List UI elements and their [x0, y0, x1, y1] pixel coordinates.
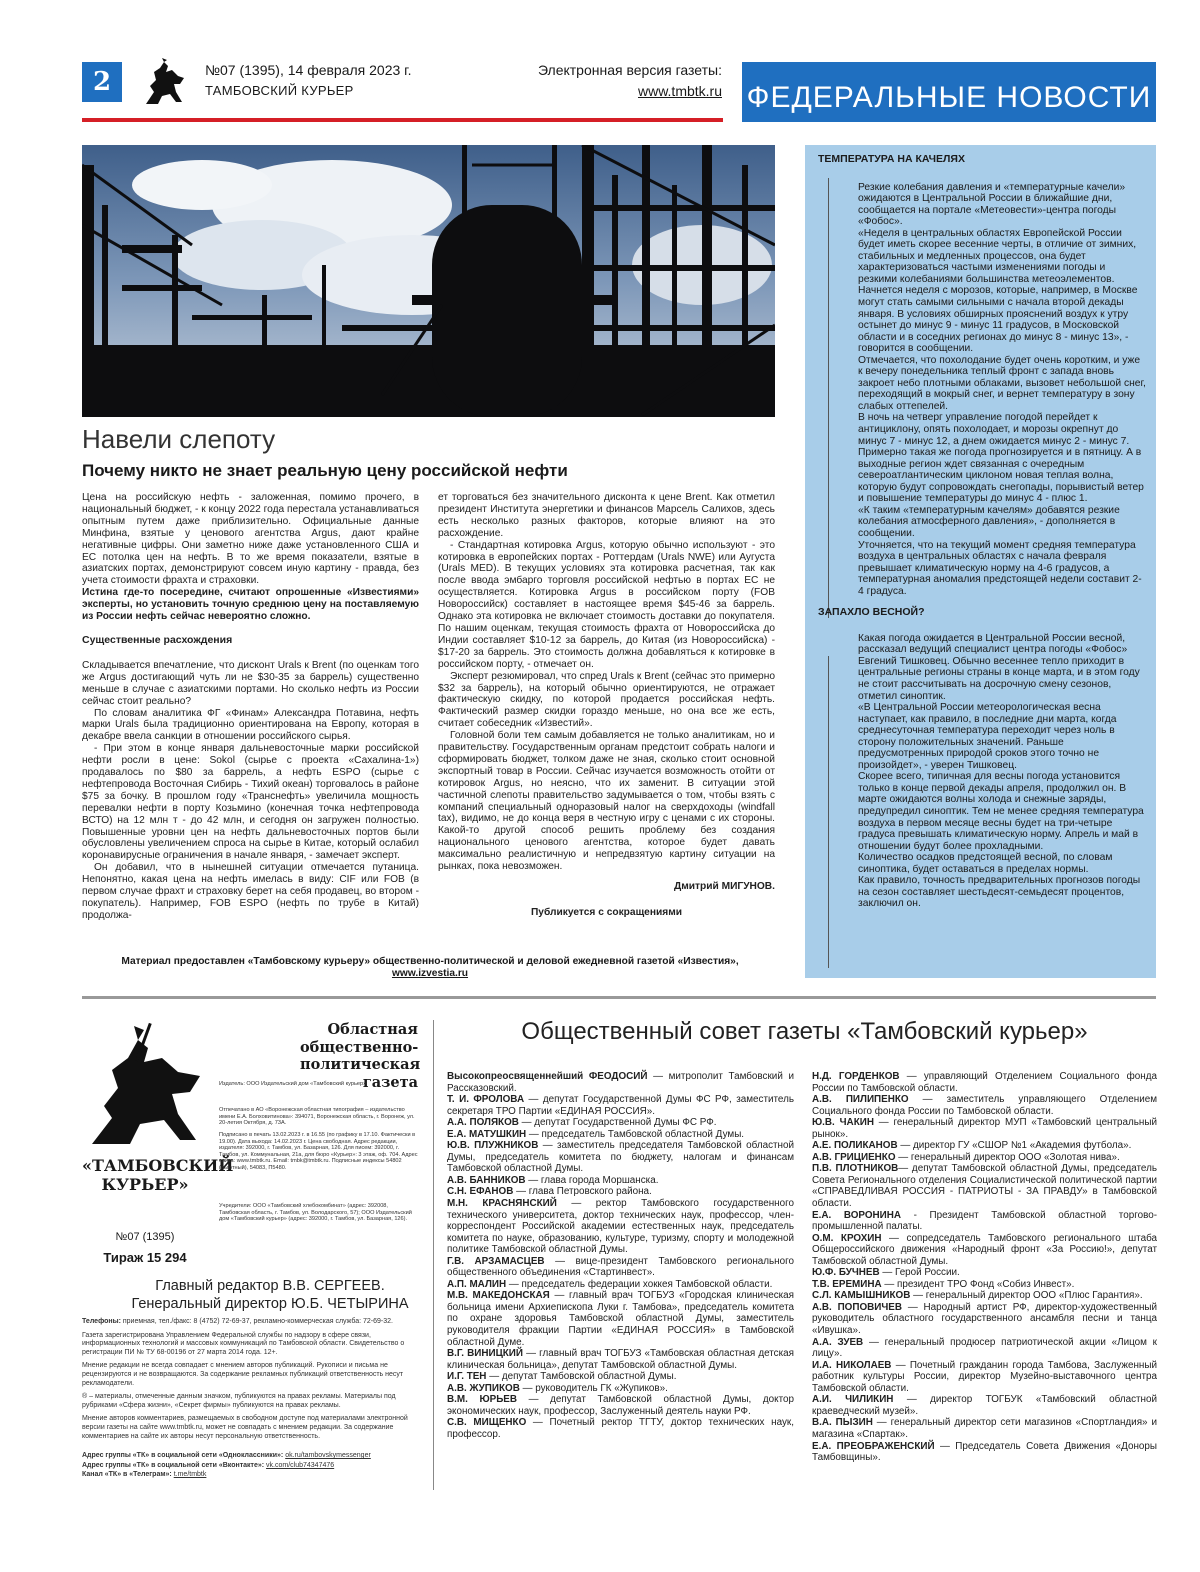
- paragraph: Складывается впечатление, что дисконт Urals к Brent (по оценкам того же Argus достигающий чуть ли не $30-35 за баррель) существенно меньше в случае с азиатскими портами. Но сколько нефть из России сейчас стоит реально?: [82, 659, 419, 707]
- knight-emblem-icon: [82, 1022, 212, 1152]
- circulation: Тираж 15 294: [103, 1250, 187, 1265]
- council-member: [447, 1371, 794, 1383]
- council-member: [447, 1175, 794, 1187]
- founders-info: Учредители: ООО «Тамбовский хлебокомбинат» (адрес: 392008, Тамбовская область, г. Тамбов, ул. Володарского, 57); ООО Издательский дом «Тамбовский курьер» (адрес: 392000, г. Тамбов, ул. Базарная, 126).: [219, 1203, 412, 1223]
- council-member-role: — руководитель ГК «Жупиков».: [519, 1382, 668, 1394]
- paragraph: По словам аналитика ФГ «Финам» Александра Потавина, нефть марки Urals была традиционно ориентирована на Европу, которая в декабре ввела санкции в отношении российского сырья.: [82, 707, 419, 743]
- council-member: [812, 1233, 1157, 1268]
- council-member-name: Г.В. АРЗАМАСЦЕВ: [447, 1255, 545, 1267]
- opinion-note: Мнение редакции не всегда совпадает с мнением авторов публикаций. Рукописи и письма не рецензируются и не возвращаются. За содержание рекламных публикаций ответственность несут рекламодатели.: [82, 1362, 404, 1387]
- general-director: Генеральный директор Ю.Б. ЧЕТЫРИНА: [131, 1296, 409, 1312]
- council-column-2: [812, 1071, 1157, 1464]
- council-member-role: — генеральный директор МУП «Тамбовский центральный рынок».: [812, 1117, 1157, 1140]
- paragraph: Он добавил, что в нынешней ситуации отмечается путаница. Непонятно, какая цена на нефть имелась в виду: CIF или FOB (в первом случае фрахт и страховку берет на себя продавец, во втором - покупатель). Например, FOB ESPO (нефть по трубе в Китай) продолжа-: [82, 862, 419, 921]
- council-member-role: — глава Петровского района.: [513, 1186, 652, 1198]
- tg-label: Канал «ТК» в «Телеграм»:: [82, 1471, 172, 1479]
- council-member-name: И.Г. ТЕН: [447, 1371, 487, 1383]
- paragraph: Уточняется, что на текущий момент средняя температура воздуха в центральных областях с начала февраля превышает климатическую норму на 4-6 градусов, а температурная аномалия предстоящей недели составит 2-4 градуса.: [858, 539, 1142, 597]
- council-member: [812, 1071, 1157, 1094]
- article-column-1: [82, 492, 419, 922]
- council-member: [447, 1129, 794, 1141]
- legal-notes: [82, 1318, 422, 1485]
- section-divider: [82, 996, 1156, 999]
- council-member: [447, 1348, 794, 1371]
- council-member-name: Т.В. ЕРЕМИНА: [812, 1278, 882, 1290]
- vk-label: Адрес группы «ТК» в социальной сети «Вконтакте»:: [82, 1461, 265, 1469]
- paragraph: Количество осадков предстоящей весной, по словам синоптика, будет оставаться в пределах нормы.: [858, 852, 1113, 875]
- paragraph: ет торговаться без значительного дисконта к цене Brent. Как отметил президент Института энергетики и финансов Марсель Салихов, здесь есть несколько разных факторов, которые влияют на это расхождение.: [438, 492, 775, 539]
- council-member: [812, 1117, 1157, 1140]
- vk-link[interactable]: vk.com/club74347476: [266, 1461, 335, 1469]
- council-member-role: — генеральный директор сети магазинов «Спортландия» и магазина «Спартак».: [812, 1417, 1157, 1440]
- eversion-label: Электронная версия газеты:: [537, 62, 722, 78]
- council-member-role: — заместитель управляющего Отделением Социального фонда России по Тамбовской области.: [812, 1094, 1157, 1117]
- council-member-role: — генеральный продюсер патриотической акции «Лицом к лицу».: [812, 1336, 1157, 1360]
- phones: [82, 1318, 422, 1327]
- knight-logo-icon: [140, 58, 188, 108]
- council-member-name: А.В. ЖУПИКОВ: [447, 1382, 520, 1394]
- paragraph: Эксперт резюмировал, что спред Urals к Brent (сейчас это примерно $32 за баррель), на который обычно ориентируются, не отражает фактическую скидку, по которой продается российская нефть. Фактический размер скидки гораздо меньше, но она все же есть, считает собеседник «Известий».: [438, 670, 775, 730]
- council-member-name: С.Л. КАМЫШНИКОВ: [812, 1290, 911, 1302]
- paragraph: Как правило, точность предварительных прогнозов погоды на сезон составляет шестьдесят-семьдесят процентов, заключил он.: [858, 875, 1141, 910]
- council-member-role: — митрополит Тамбовский и Рассказовский.: [447, 1071, 795, 1094]
- council-member-name: А.А. ЗУЕВ: [812, 1336, 864, 1348]
- issue-info: №07 (1395), 14 февраля 2023 г.: [205, 62, 412, 78]
- council-member-role: — Почетный гражданин города Тамбова, Заслуженный работник культуры России, директор Музейно-выставочного центра Тамбовской области.: [812, 1359, 1157, 1394]
- council-member-role: — депутат Тамбовской областной Думы, председатель Совета Регионального отделения Социалистической политической партии «СПРАВЕДЛИВАЯ РОССИЯ - ПАТРИОТЫ - ЗА ПРАВДУ» в Тамбовской области.: [812, 1163, 1157, 1210]
- paragraph: Отмечается, что похолодание будет очень коротким, и уже к вечеру понедельника теплый фронт с запада вновь закроет небо плотными облаками, вызовет небольшой снег, переходящий в мокрый снег, и вернет температуру в зону слабых оттепелей.: [858, 354, 1146, 412]
- sidebar-heading-1: ТЕМПЕРАТУРА НА КАЧЕЛЯХ: [818, 153, 965, 165]
- sidebar-heading-2: ЗАПАХЛО ВЕСНОЙ?: [818, 606, 925, 619]
- council-member: [812, 1210, 1157, 1233]
- council-member: [447, 1186, 794, 1198]
- council-member-name: А.И. ЧИЛИКИН: [812, 1394, 894, 1406]
- article-subtitle: Почему никто не знает реальную цену российской нефти: [82, 461, 568, 480]
- council-member-name: Ю.В. ЧАКИН: [812, 1117, 874, 1129]
- council-member-name: А.В. ПИЛИПЕНКО: [812, 1094, 909, 1106]
- council-member: [812, 1140, 1157, 1152]
- header-divider: [82, 118, 723, 122]
- sidebar-content: [818, 150, 1146, 910]
- ok-link[interactable]: ok.ru/tambovskymessenger: [285, 1452, 371, 1460]
- council-member-role: — Герой России.: [879, 1267, 960, 1279]
- council-member-role: — депутат Тамбовской областной Думы, доктор экономических наук, профессор, Заслуженный деятель науки РФ.: [447, 1394, 794, 1417]
- council-member: [812, 1417, 1157, 1440]
- council-member: [447, 1383, 794, 1395]
- council-member-name: А.П. МАЛИН: [447, 1278, 507, 1290]
- council-member-role: — Почетный ректор ТГТУ, доктор технических наук, профессор.: [447, 1417, 794, 1440]
- council-member: [812, 1290, 1157, 1302]
- eversion-link[interactable]: www.tmbtk.ru: [637, 83, 722, 99]
- tg-link[interactable]: t.me/tmbtk: [173, 1471, 207, 1479]
- paragraph: Резкие колебания давления и «температурные качели» ожидаются в Центральной России в ближайшие дни, сообщается на портале «Метеовести»-центра погоды «Фобос».: [858, 181, 1126, 228]
- council-member-role: — вице-президент Тамбовского регионального общественного объединения «Стартинвест».: [447, 1255, 794, 1279]
- council-member-role: — управляющий Отделением Социального фонда России по Тамбовской области.: [812, 1071, 1158, 1094]
- section-banner: ФЕДЕРАЛЬНЫЕ НОВОСТИ: [742, 62, 1156, 122]
- paragraph: Цена на российскую нефть - заложенная, помимо прочего, в национальный бюджет, - к концу 2022 года перестала устанавливаться опытным путем даже приблизительно. Официальные данные Минфина, взятые у ценового агентства Argus, дают крайне негативные цифры. Они заметно ниже даже установленного США и ЕС потолка цен на нефть. В то же время показатели, взятые в азиатских портах, демонстрируют совсем иную картину - правда, без учета стоимости фрахта и страховки.: [82, 492, 420, 587]
- chief-editor: Главный редактор В.В. СЕРГЕЕВ.: [155, 1278, 385, 1294]
- source-credit: [120, 956, 740, 980]
- council-member-name: П.В. ПЛОТНИКОВ: [812, 1163, 899, 1175]
- paragraph: - Стандартная котировка Argus, которую обычно используют - это котировка в европейских портах - Роттердам (Urals NWE) или Аугуста (Urals MED). В текущих условиях эта котировка расчетная, так как после ввода эмбарго торговля российской нефтью в портах ЕС не осуществляется. Котировка Argus в российском порту (FOB Новороссийск) составляет в настоящее время $45-46 за баррель. Однако эта котировка не включает стоимость доставки до покупателя. По нашим оценкам, текущая стоимость фрахта от Новороссийска до Индии составляет $10-12 за баррель, до Китая (из Новороссийска) - $17-20 за баррель. Это стоимость должна добавляться к котировке в российском порту, - отмечает он.: [438, 539, 775, 670]
- council-member-name: А.А. ПОЛЯКОВ: [447, 1117, 519, 1129]
- paragraph: Головной боли тем самым добавляется не только аналитикам, но и правительству. Государственным органам предстоит собрать налоги и сформировать бюджет, толком даже не зная, сколько стоит основной экспортный товар в России. Сейчас изучается возможность отойти от котировок Argus, но неясно, что их заменит. В ситуации этой частичной слепоты правительство задумывается о том, чтобы взять с компаний специальный одноразовый налог на сверхдоходы (windfall tax), видимо, не до конца веря в честную игру с ценами с их стороны. Какой-то другой способ решить проблему без создания национального ценового агентства, которое будет давать максимально реалистичную и непредвзятую картину ситуации на рынках, пока невозможен.: [438, 730, 775, 873]
- council-member: [447, 1256, 794, 1279]
- council-member: [812, 1152, 1157, 1164]
- article-title: Навели слепоту: [82, 424, 276, 454]
- council-member-role: — Председатель Совета Движения «Доноры Тамбовщины».: [812, 1440, 1157, 1464]
- credit-text: Материал предоставлен «Тамбовскому курьеру» общественно-политической и деловой ежедневной газетой «Известия»,: [121, 956, 739, 967]
- council-member: [812, 1094, 1157, 1117]
- council-title: Общественный совет газеты «Тамбовский курьер»: [521, 1018, 1088, 1045]
- council-member: [447, 1394, 794, 1417]
- council-member: [812, 1267, 1157, 1279]
- phones-text: приемная, тел./факс: 8 (4752) 72-69-37, рекламно-коммерческая служба: 72-69-32.: [122, 1318, 393, 1325]
- article-column-2: [438, 492, 775, 919]
- council-member: [812, 1279, 1157, 1291]
- newspaper-type: Областная общественно-политическая газета: [300, 1021, 421, 1091]
- council-member: [812, 1302, 1157, 1337]
- masthead-title: «ТАМБОВСКИЙ КУРЬЕР»: [82, 1156, 234, 1194]
- council-member-role: — председатель Тамбовской областной Думы.: [526, 1128, 745, 1140]
- council-member: [447, 1417, 794, 1440]
- council-member: [447, 1094, 794, 1117]
- council-member: [812, 1337, 1157, 1360]
- council-member: [447, 1290, 794, 1348]
- paragraph: - При этом в конце января дальневосточные марки российской нефти росли в цене: Sokol (сырье с проекта «Сахалина-1») продавалось по $80 за баррель, а нефть ESPO (сырье с нефтепровода Восточная Сибирь - Тихий океан) торговалось в районе $75 за бочку. В прошлом году «Транснефть» увеличила мощность перевалки нефти в порту Козьмино (конечная точка нефтепровода ВСТО) на 12 млн т - до 42 млн, и сегодня он загружен полностью. Повышенные уровни цен на нефть дальневосточных портов были обусловлены увеличением спроса на сырье в Китае, который ослабил коронавирусные ограничения в начале января, - замечает эксперт.: [82, 743, 419, 862]
- council-member-name: М.В. МАКЕДОНСКАЯ: [447, 1290, 550, 1302]
- phones-label: Телефоны:: [82, 1318, 121, 1325]
- council-member-name: Т. И. ФРОЛОВА: [447, 1094, 525, 1106]
- council-member-role: — заместитель председателя Тамбовской областной Думы, председатель комитета по бюджету, налогам и финансам Тамбовской областной Думы.: [447, 1140, 794, 1175]
- council-member: [447, 1140, 794, 1175]
- print-info: Подписано в печать 13.02.2023 г. в 16.55 (по графику в 17.10. Фактически в 19.00). Дата выхода: 14.02.2023 г. Цена свободная. Адрес редакции, издателя: 392000, г. Тамбов, ул. Базарная, 126. Для писем: 392000, г. Тамбов, ул. Коммунальная, 21а, для бюро «Курьер»: 3 этаж, оф. 704. Адрес сайта: www.tmbtk.ru. Email: tmbk@tmbtk.ru. Подписные индексы 54802 (льготный), 54083, П5480.: [219, 1132, 418, 1171]
- council-member: [812, 1163, 1157, 1209]
- council-member-name: А.В. ГРИЦИЕНКО: [812, 1151, 896, 1163]
- council-member: [447, 1279, 794, 1291]
- council-member-name: И.А. НИКОЛАЕВ: [812, 1359, 892, 1371]
- council-member-role: - Президент Тамбовской областной торгово-промышленной палаты.: [812, 1209, 1157, 1233]
- council-member: [447, 1071, 794, 1094]
- council-member: [812, 1441, 1157, 1464]
- paragraph: Какая погода ожидается в Центральной России весной, рассказал ведущий специалист центра погоды «Фобос» Евгений Тишковец. Обычно весеннее тепло приходит в центральные регионы страны в конце марта, и в этом году не стоит рассчитывать на досрочную смену сезонов, отметил синоптик.: [858, 632, 1140, 702]
- section-heading: Существенные расхождения: [82, 633, 233, 646]
- council-member-name: В.М. ЮРЬЕВ: [447, 1394, 518, 1406]
- ok-label: Адрес группы «ТК» в социальной сети «Одноклассники»:: [82, 1452, 284, 1460]
- council-member: [812, 1360, 1157, 1395]
- council-member-role: — глава города Моршанска.: [525, 1174, 659, 1186]
- credit-link[interactable]: www.izvestia.ru: [391, 968, 469, 979]
- council-member-name: С.Н. ЕФАНОВ: [447, 1186, 514, 1198]
- ads-note: ® – материалы, отмеченные данным значком, публикуются на правах рекламы. Материалы под рубриками «Сфера жизни», «Секрет фирмы» публикуются на правах рекламы.: [82, 1393, 396, 1409]
- publisher-info: Издатель: ООО Издательский дом «Тамбовский курьер»: [219, 1081, 367, 1087]
- paragraph: Истина где-то посередине, считают опрошенные «Известиями» эксперты, но установить точную среднюю цену на поставляемую из России нефть сейчас невероятно сложно.: [82, 587, 419, 623]
- council-member-role: — президент ТРО Фонд «Собиз Инвест».: [881, 1278, 1075, 1290]
- council-member-name: В.Г. ВИНИЦКИЙ: [447, 1348, 524, 1360]
- council-member-role: — генеральный директор ООО «Золотая нива».: [895, 1151, 1120, 1163]
- council-member-name: В.А. ПЫЗИН: [812, 1417, 873, 1429]
- council-member-role: — председатель федерации хоккея Тамбовской области.: [506, 1278, 773, 1290]
- council-member: [812, 1394, 1157, 1417]
- council-member-name: А.В. ПОПОВИЧЕВ: [812, 1301, 903, 1313]
- council-member-role: — главный врач ТОГБУЗ «Городская клиническая больница имени Архиепископа Луки г. Тамбова», председатель комитета по охране здоровья Тамбовской областной Думы, заместитель руководителя фракции Партии «ЕДИНАЯ РОССИЯ» в Тамбовской областной Думе.: [447, 1290, 795, 1348]
- newspaper-name: ТАМБОВСКИЙ КУРЬЕР: [205, 83, 354, 98]
- council-member: [447, 1117, 794, 1129]
- council-member-role: — генеральный директор ООО «Плюс Гарантия».: [910, 1290, 1143, 1302]
- council-member-role: — ректор Тамбовского государственного технического университета, доктор технических наук, профессор, член-корреспондент Российской академии естественных наук, председатель комитета по науке, образованию, культуре, туризму, спорту и молодежной политике Тамбовской областной Думы.: [447, 1198, 794, 1256]
- column-rule: [433, 1020, 434, 1490]
- article-author: Дмитрий МИГУНОВ.: [673, 881, 775, 892]
- vk-line: [82, 1462, 422, 1471]
- council-member-name: М.Н. КРАСНЯНСКИЙ: [447, 1198, 557, 1210]
- council-member-name: Е.А. ВОРОНИНА: [812, 1209, 902, 1221]
- editors: [100, 1277, 440, 1313]
- council-member-name: Высокопреосвященнейший ФЕОДОСИЙ: [447, 1071, 648, 1082]
- council-member-role: — депутат Государственной Думы ФС РФ, заместитель секретаря ТРО Партии «ЕДИНАЯ РОССИЯ».: [447, 1094, 794, 1117]
- paragraph: «Неделя в центральных областях Европейской России будет иметь скорее весенние черты, в отличие от зимних, стабильных и медленных процессов, она будет характеризоваться частыми изменениями погоды и резкими колебаниями большинства метеоэлементов. Начнется неделя с морозов, которые, например, в Москве могут стать самыми сильными с начала второй декады января. В условиях обширных прояснений воздух к утру остынет до минус 9 - минус 11 градусов, в Московской области и в соседних регионах до минус 8 - минус 13», - говорится в сообщении.: [858, 227, 1138, 355]
- council-member-role: — директор ТОГБУК «Тамбовский областной краеведческий музей».: [812, 1394, 1157, 1417]
- council-member-name: Н.Д. ГОРДЕНКОВ: [812, 1071, 900, 1082]
- council-member-name: А.В. БАННИКОВ: [447, 1174, 526, 1186]
- council-column-1: [447, 1071, 794, 1441]
- published-note: Публикуется с сокращениями: [530, 906, 682, 918]
- ok-line: [82, 1452, 422, 1461]
- council-member-name: Е.А. ПРЕОБРАЖЕНСКИЙ: [812, 1440, 935, 1452]
- council-member-name: О.М. КРОХИН: [812, 1232, 882, 1244]
- refinery-photo: [82, 145, 775, 417]
- council-member-name: Е.А. МАТУШКИН: [447, 1128, 527, 1140]
- council-member-role: — Народный артист РФ, директор-художественный руководитель областного государственного ансамбля песни и танца «Ивушка».: [812, 1301, 1158, 1337]
- registration: Газета зарегистрирована Управлением Федеральной службы по надзору в сфере связи, информационных технологий и массовых коммуникаций по Тамбовской области. Свидетельство о регистрации ПИ № ТУ 68-00196 от 27 марта 2014 года. 12+.: [82, 1331, 405, 1356]
- paragraph: «В Центральной России метеорологическая весна наступает, как правило, в последние дни марта, когда среднесуточная температура переходит через ноль в сторону положительных значений. Раньше предусмотренных природой сроков этого точно не произойдет», - уверен Тишковец.: [858, 702, 1117, 771]
- council-member-name: Ю.Ф. БУЧНЕВ: [812, 1267, 880, 1279]
- council-member-name: С.В. МИЩЕНКО: [447, 1417, 527, 1429]
- council-member-name: А.Е. ПОЛИКАНОВ: [812, 1140, 898, 1152]
- council-member-role: — сопредседатель Тамбовского регионального штаба Общероссийского движения «Народный фронт «За Россию!», депутат Тамбовской областной Думы.: [812, 1232, 1157, 1267]
- paragraph: Скорее всего, типичная для весны погода установится только в конце первой декады апреля, продолжил он. В марте ожидаются волны холода и снежные заряды, предупредил синоптик. Тем не менее средняя температура воздуха в первом месяце весны будет на три-четыре градуса превышать климатическую норму. Апрель и май в отношении будут более прохладными.: [858, 771, 1144, 852]
- council-member: [447, 1198, 794, 1256]
- tg-line: [82, 1471, 422, 1480]
- paragraph: В ночь на четверг управление погодой перейдет к антициклону, опять похолодает, и морозы окрепнут до минус 7 - минус 12, а днем ожидается минус 2 - минус 7. Примерно такая же погода прогнозируется и в пятницу. А в выходные регион ждет связанная с очередным североатлантическим циклоном новая теплая волна, которую будут сопровождать снегопады, порывистый ветер и повышение температуры до минус 4 - плюс 1.: [858, 412, 1144, 505]
- printer-info: Отпечатано в АО «Воронежская областная типография – издательство имени Е.А. Болховитинова»: 394071, Воронежская область, г. Воронеж, ул. 20-летия Октября, д. 73А.: [219, 1107, 415, 1127]
- paragraph: «К таким «температурным качелям» добавятся резкие колебания атмосферного давления», - дополняется в сообщении.: [858, 504, 1120, 539]
- council-member-name: Ю.В. ПЛУЖНИКОВ: [447, 1140, 539, 1152]
- issue-number: №07 (1395): [115, 1231, 175, 1243]
- page-number: 2: [82, 62, 122, 102]
- council-member-role: — главный врач ТОГБУЗ «Тамбовская областная детская клиническая больница», депутат Тамбовской областной Думы.: [447, 1348, 794, 1371]
- comments-note: Мнение авторов комментариев, размещаемых в свободном доступе под материалами электронной версии газеты на сайте www.tmbtk.ru, может не совпадать с мнением редакции. За содержание комментариев на сайте их авторы несут персональную ответственность.: [82, 1415, 408, 1440]
- council-member-role: — директор ГУ «СШОР №1 «Академия футбола».: [897, 1140, 1132, 1152]
- council-member-role: — депутат Государственной Думы ФС РФ.: [518, 1117, 717, 1129]
- council-member-role: — депутат Тамбовской областной Думы.: [486, 1371, 677, 1383]
